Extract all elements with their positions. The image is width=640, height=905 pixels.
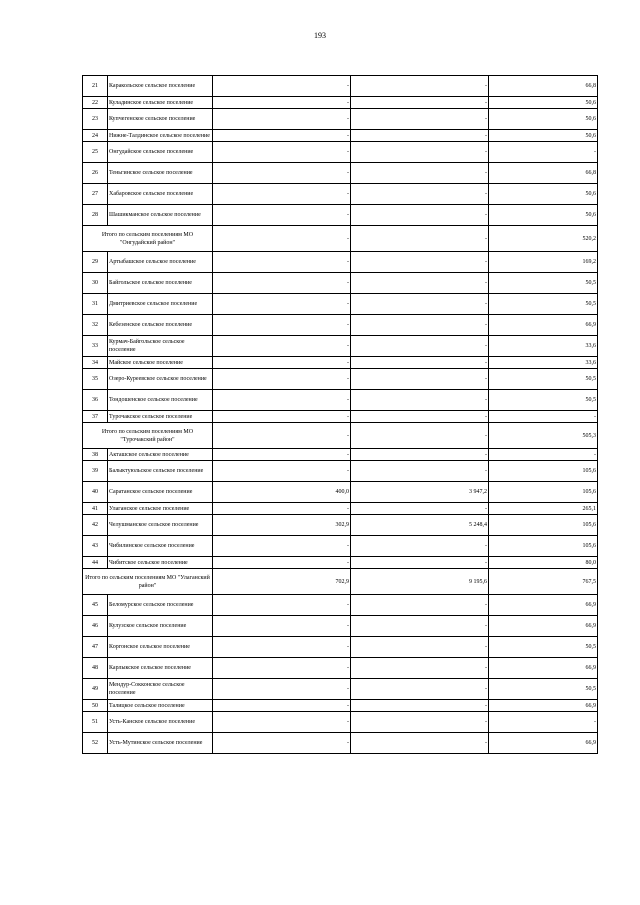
row-number-cell: 46 <box>83 616 108 637</box>
value-2-cell: - <box>351 294 489 315</box>
value-1-cell: - <box>213 449 351 461</box>
row-number-cell: 37 <box>83 411 108 423</box>
table-row <box>83 294 598 315</box>
row-number-cell: 28 <box>83 205 108 226</box>
table-row <box>83 637 598 658</box>
value-2-cell: - <box>351 700 489 712</box>
value-2-cell: - <box>351 536 489 557</box>
budget-table <box>82 75 598 754</box>
value-2-cell: 9 195,6 <box>351 569 489 595</box>
settlement-name-cell: Кебезенское сельское поселение <box>108 315 213 336</box>
settlement-name-cell: Куладинское сельское поселение <box>108 97 213 109</box>
value-1-cell: - <box>213 369 351 390</box>
table-row <box>83 357 598 369</box>
value-2-cell: - <box>351 503 489 515</box>
value-3-cell: 33,6 <box>489 336 598 357</box>
value-2-cell: - <box>351 637 489 658</box>
value-2-cell: - <box>351 97 489 109</box>
settlement-name-cell: Озеро-Куреевское сельское поселение <box>108 369 213 390</box>
settlement-name-cell: Дмитриевское сельское поселение <box>108 294 213 315</box>
value-3-cell: 265,1 <box>489 503 598 515</box>
row-number-cell: 40 <box>83 482 108 503</box>
settlement-name-cell: Артыбашское сельское поселение <box>108 252 213 273</box>
row-number-cell: 39 <box>83 461 108 482</box>
value-3-cell: 50,6 <box>489 205 598 226</box>
value-1-cell: - <box>213 184 351 205</box>
settlement-name-cell: Теньгинское сельское поселение <box>108 163 213 184</box>
settlement-name-cell: Майское сельское поселение <box>108 357 213 369</box>
table-row <box>83 557 598 569</box>
value-1-cell: - <box>213 273 351 294</box>
settlement-name-cell: Челушманское сельское поселение <box>108 515 213 536</box>
row-number-cell: 52 <box>83 733 108 754</box>
table-total-row <box>83 226 598 252</box>
value-3-cell: 66,9 <box>489 700 598 712</box>
table-row <box>83 390 598 411</box>
value-1-cell: - <box>213 637 351 658</box>
settlement-name-cell: Саратанское сельское поселение <box>108 482 213 503</box>
settlement-name-cell: Чибилинское сельское поселение <box>108 536 213 557</box>
settlement-name-cell: Хабаровское сельское поселение <box>108 184 213 205</box>
row-number-cell: 21 <box>83 76 108 97</box>
value-2-cell: - <box>351 315 489 336</box>
row-number-cell: 38 <box>83 449 108 461</box>
value-3-cell: 50,5 <box>489 294 598 315</box>
table-row <box>83 184 598 205</box>
value-3-cell: 169,2 <box>489 252 598 273</box>
total-label-cell: Итого по сельским поселениям МО "Улаганский район" <box>83 569 213 595</box>
row-number-cell: 24 <box>83 130 108 142</box>
value-1-cell: - <box>213 503 351 515</box>
total-label-cell: Итого по сельским поселениям МО "Онгудайский район" <box>83 226 213 252</box>
settlement-name-cell: Нижне-Талдинское сельское поселение <box>108 130 213 142</box>
table-row <box>83 76 598 97</box>
value-2-cell: 3 947,2 <box>351 482 489 503</box>
value-1-cell: - <box>213 712 351 733</box>
value-2-cell: - <box>351 226 489 252</box>
value-2-cell: - <box>351 273 489 294</box>
value-3-cell: 50,6 <box>489 109 598 130</box>
table-row <box>83 712 598 733</box>
value-1-cell: - <box>213 315 351 336</box>
settlement-name-cell: Онгудайское сельское поселение <box>108 142 213 163</box>
table-row <box>83 97 598 109</box>
value-3-cell: 105,6 <box>489 482 598 503</box>
row-number-cell: 32 <box>83 315 108 336</box>
value-3-cell: - <box>489 449 598 461</box>
table-row <box>83 679 598 700</box>
table-total-row <box>83 569 598 595</box>
settlement-name-cell: Усть-Канское сельское поселение <box>108 712 213 733</box>
value-1-cell: - <box>213 130 351 142</box>
row-number-cell: 34 <box>83 357 108 369</box>
value-3-cell: - <box>489 712 598 733</box>
value-1-cell: - <box>213 411 351 423</box>
value-2-cell: - <box>351 461 489 482</box>
row-number-cell: 49 <box>83 679 108 700</box>
row-number-cell: 41 <box>83 503 108 515</box>
table-body <box>83 76 598 754</box>
value-1-cell: - <box>213 205 351 226</box>
value-1-cell: - <box>213 536 351 557</box>
value-2-cell: - <box>351 184 489 205</box>
value-1-cell: 702,9 <box>213 569 351 595</box>
value-3-cell: 505,3 <box>489 423 598 449</box>
settlement-name-cell: Мендур-Сокконское сельское поселение <box>108 679 213 700</box>
value-1-cell: - <box>213 700 351 712</box>
row-number-cell: 31 <box>83 294 108 315</box>
settlement-name-cell: Тондошенское сельское поселение <box>108 390 213 411</box>
table-row <box>83 536 598 557</box>
value-2-cell: 5 248,4 <box>351 515 489 536</box>
value-3-cell: 105,6 <box>489 461 598 482</box>
table-row <box>83 616 598 637</box>
table-row <box>83 595 598 616</box>
value-1-cell: - <box>213 226 351 252</box>
value-3-cell: 66,9 <box>489 616 598 637</box>
value-1-cell: - <box>213 294 351 315</box>
value-3-cell: 50,5 <box>489 390 598 411</box>
row-number-cell: 30 <box>83 273 108 294</box>
row-number-cell: 36 <box>83 390 108 411</box>
table-row <box>83 411 598 423</box>
value-1-cell: - <box>213 390 351 411</box>
value-1-cell: - <box>213 252 351 273</box>
table-row <box>83 252 598 273</box>
table-row <box>83 273 598 294</box>
value-2-cell: - <box>351 557 489 569</box>
row-number-cell: 23 <box>83 109 108 130</box>
table-row <box>83 515 598 536</box>
value-2-cell: - <box>351 205 489 226</box>
value-1-cell: - <box>213 423 351 449</box>
value-2-cell: - <box>351 252 489 273</box>
value-3-cell: 66,9 <box>489 733 598 754</box>
value-2-cell: - <box>351 109 489 130</box>
table-row <box>83 109 598 130</box>
table-row <box>83 315 598 336</box>
row-number-cell: 22 <box>83 97 108 109</box>
value-3-cell: 50,5 <box>489 273 598 294</box>
settlement-name-cell: Каракольское сельское поселение <box>108 76 213 97</box>
value-1-cell: - <box>213 658 351 679</box>
settlement-name-cell: Карлыкское сельское поселение <box>108 658 213 679</box>
value-2-cell: - <box>351 357 489 369</box>
value-1-cell: - <box>213 557 351 569</box>
value-3-cell: 767,5 <box>489 569 598 595</box>
value-1-cell: 302,9 <box>213 515 351 536</box>
settlement-name-cell: Балыктуюльское сельское поселение <box>108 461 213 482</box>
value-3-cell: 520,2 <box>489 226 598 252</box>
value-3-cell: 105,6 <box>489 515 598 536</box>
value-3-cell: 105,6 <box>489 536 598 557</box>
value-3-cell: 50,6 <box>489 130 598 142</box>
settlement-name-cell: Шашикманское сельское поселение <box>108 205 213 226</box>
table-row <box>83 369 598 390</box>
value-2-cell: - <box>351 369 489 390</box>
value-2-cell: - <box>351 679 489 700</box>
settlement-name-cell: Байгольское сельское поселение <box>108 273 213 294</box>
value-1-cell: - <box>213 616 351 637</box>
value-1-cell: - <box>213 461 351 482</box>
row-number-cell: 25 <box>83 142 108 163</box>
settlement-name-cell: Усть-Мутинское сельское поселение <box>108 733 213 754</box>
value-3-cell: 66,9 <box>489 595 598 616</box>
value-2-cell: - <box>351 658 489 679</box>
value-2-cell: - <box>351 142 489 163</box>
value-2-cell: - <box>351 712 489 733</box>
row-number-cell: 33 <box>83 336 108 357</box>
settlement-name-cell: Коргонское сельское поселение <box>108 637 213 658</box>
total-label-cell: Итого по сельским поселениям МО "Турочакский район" <box>83 423 213 449</box>
value-3-cell: 50,5 <box>489 679 598 700</box>
value-3-cell: 50,5 <box>489 637 598 658</box>
value-1-cell: - <box>213 97 351 109</box>
value-1-cell: - <box>213 76 351 97</box>
table-row <box>83 336 598 357</box>
settlement-name-cell: Купчегенское сельское поселение <box>108 109 213 130</box>
row-number-cell: 51 <box>83 712 108 733</box>
settlement-name-cell: Улаганское сельское поселение <box>108 503 213 515</box>
value-2-cell: - <box>351 130 489 142</box>
value-1-cell: - <box>213 595 351 616</box>
table-row <box>83 700 598 712</box>
value-3-cell: 33,6 <box>489 357 598 369</box>
value-2-cell: - <box>351 449 489 461</box>
value-2-cell: - <box>351 390 489 411</box>
row-number-cell: 29 <box>83 252 108 273</box>
value-3-cell: 66,9 <box>489 315 598 336</box>
table-row <box>83 163 598 184</box>
value-3-cell: - <box>489 411 598 423</box>
value-3-cell: - <box>489 142 598 163</box>
value-1-cell: - <box>213 679 351 700</box>
table-row <box>83 449 598 461</box>
value-2-cell: - <box>351 423 489 449</box>
page-number: 193 <box>314 31 326 40</box>
value-1-cell: - <box>213 336 351 357</box>
value-1-cell: - <box>213 109 351 130</box>
value-3-cell: 80,0 <box>489 557 598 569</box>
row-number-cell: 50 <box>83 700 108 712</box>
value-2-cell: - <box>351 616 489 637</box>
table-row <box>83 142 598 163</box>
value-2-cell: - <box>351 595 489 616</box>
settlement-name-cell: Турочакское сельское поселение <box>108 411 213 423</box>
row-number-cell: 48 <box>83 658 108 679</box>
value-3-cell: 50,6 <box>489 97 598 109</box>
table-row <box>83 461 598 482</box>
settlement-name-cell: Чибитское сельское поселение <box>108 557 213 569</box>
value-1-cell: 400,0 <box>213 482 351 503</box>
table-row <box>83 205 598 226</box>
value-3-cell: 50,5 <box>489 369 598 390</box>
row-number-cell: 47 <box>83 637 108 658</box>
value-1-cell: - <box>213 142 351 163</box>
value-3-cell: 66,9 <box>489 658 598 679</box>
value-1-cell: - <box>213 163 351 184</box>
value-2-cell: - <box>351 733 489 754</box>
row-number-cell: 45 <box>83 595 108 616</box>
table-row <box>83 658 598 679</box>
row-number-cell: 43 <box>83 536 108 557</box>
value-3-cell: 66,8 <box>489 163 598 184</box>
table-total-row <box>83 423 598 449</box>
settlement-name-cell: Акташское сельское поселение <box>108 449 213 461</box>
row-number-cell: 27 <box>83 184 108 205</box>
value-1-cell: - <box>213 357 351 369</box>
value-1-cell: - <box>213 733 351 754</box>
table-row <box>83 503 598 515</box>
table-row <box>83 733 598 754</box>
value-3-cell: 50,6 <box>489 184 598 205</box>
value-2-cell: - <box>351 411 489 423</box>
value-3-cell: 66,8 <box>489 76 598 97</box>
row-number-cell: 35 <box>83 369 108 390</box>
row-number-cell: 26 <box>83 163 108 184</box>
settlement-name-cell: Талицкое сельское поселение <box>108 700 213 712</box>
value-2-cell: - <box>351 336 489 357</box>
settlement-name-cell: Беломурское сельское поселение <box>108 595 213 616</box>
row-number-cell: 44 <box>83 557 108 569</box>
table-row <box>83 130 598 142</box>
settlement-name-cell: Кулузское сельское поселение <box>108 616 213 637</box>
table-row <box>83 482 598 503</box>
value-2-cell: - <box>351 163 489 184</box>
row-number-cell: 42 <box>83 515 108 536</box>
settlement-name-cell: Курмач-Байгольское сельское поселение <box>108 336 213 357</box>
value-2-cell: - <box>351 76 489 97</box>
